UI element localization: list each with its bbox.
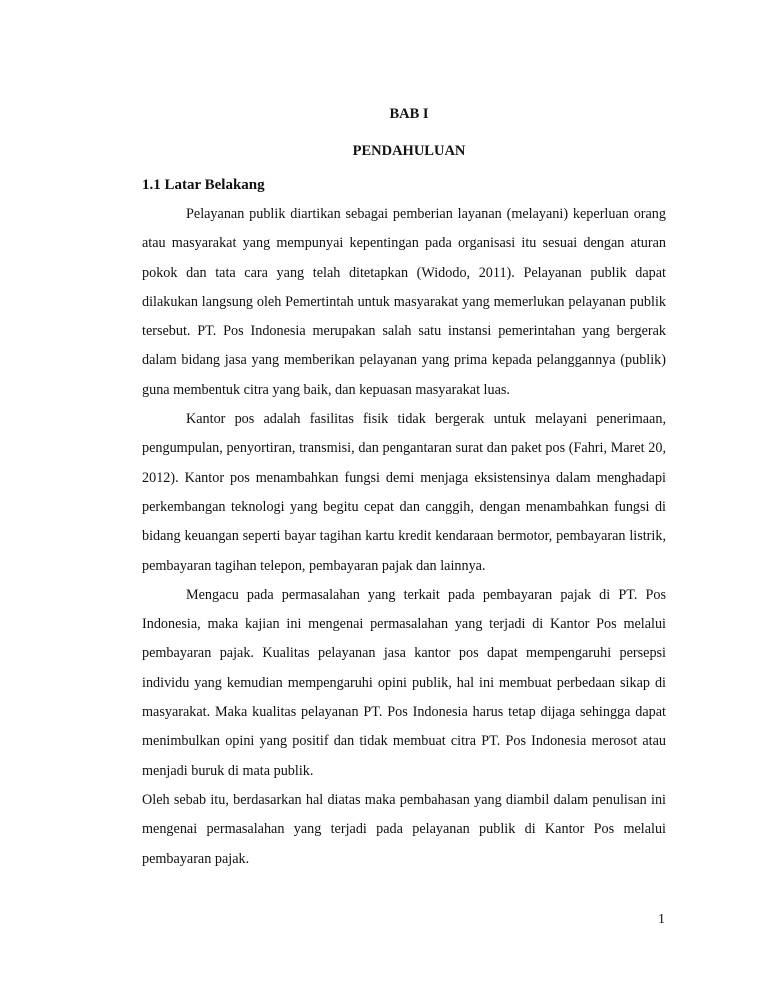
paragraph-pelayanan-publik: Pelayanan publik diartikan sebagai pemberian layanan (melayani) keperluan orang atau masyarakat yang mempunyai kepentingan pada organisasi itu sesuai dengan aturan pokok dan tata cara yang telah ditetapkan (Widodo, 2011). Pelayanan publik dapat dilakukan langsung oleh Pemertintah untuk masyarakat yang memerlukan pelayanan publik tersebut. PT. Pos Indonesia merupakan salah satu instansi pemerintahan yang bergerak dalam bidang jasa yang memberikan pelayanan yang prima kepada pelanggannya (publik) guna membentuk citra yang baik, dan kepuasan masyarakat luas. bbox=[142, 206, 666, 398]
chapter-number: BAB I bbox=[389, 106, 429, 122]
paragraph-pembayaran-pajak: Mengacu pada permasalahan yang terkait pada pembayaran pajak di PT. Pos Indonesia, maka kajian ini mengenai permasalahan yang terjadi di Kantor Pos melalui pembayaran pajak. Kualitas pelayanan jasa kantor pos dapat mempengaruhi persepsi individu yang kemudian mempengaruhi opini publik, hal ini membuat perbedaan sikap di masyarakat. Maka kualitas pelayanan PT. Pos Indonesia harus tetap dijaga sehingga dapat menimbulkan opini yang positif dan tidak membuat citra PT. Pos Indonesia merosot atau menjadi buruk di mata publik. bbox=[142, 586, 666, 779]
paragraph-kantor-pos: Kantor pos adalah fasilitas fisik tidak bergerak untuk melayani penerimaan, pengumpulan, penyortiran, transmisi, dan pengantaran surat dan paket pos (Fahri, Maret 20, 2012). Kantor pos menambahkan fungsi demi menjaga eksistensinya dalam menghadapi perkembangan teknologi yang begitu cepat dan canggih, dengan menambahkan fungsi di bidang keuangan seperti bayar tagihan kartu kredit kendaraan bermotor, pembayaran listrik, pembayaran tagihan telepon, pembayaran pajak dan lainnya. bbox=[142, 411, 666, 574]
paragraph-kesimpulan: Oleh sebab itu, berdasarkan hal diatas maka pembahasan yang diambil dalam penulisan ini mengenai permasalahan yang terjadi pada pelayanan publik di Kantor Pos melalui pembayaran pajak. bbox=[142, 791, 666, 867]
page-number: 1 bbox=[658, 912, 665, 927]
chapter-title: PENDAHULUAN bbox=[352, 143, 466, 159]
body-text bbox=[142, 200, 666, 874]
section-heading: 1.1 Latar Belakang bbox=[142, 177, 265, 193]
